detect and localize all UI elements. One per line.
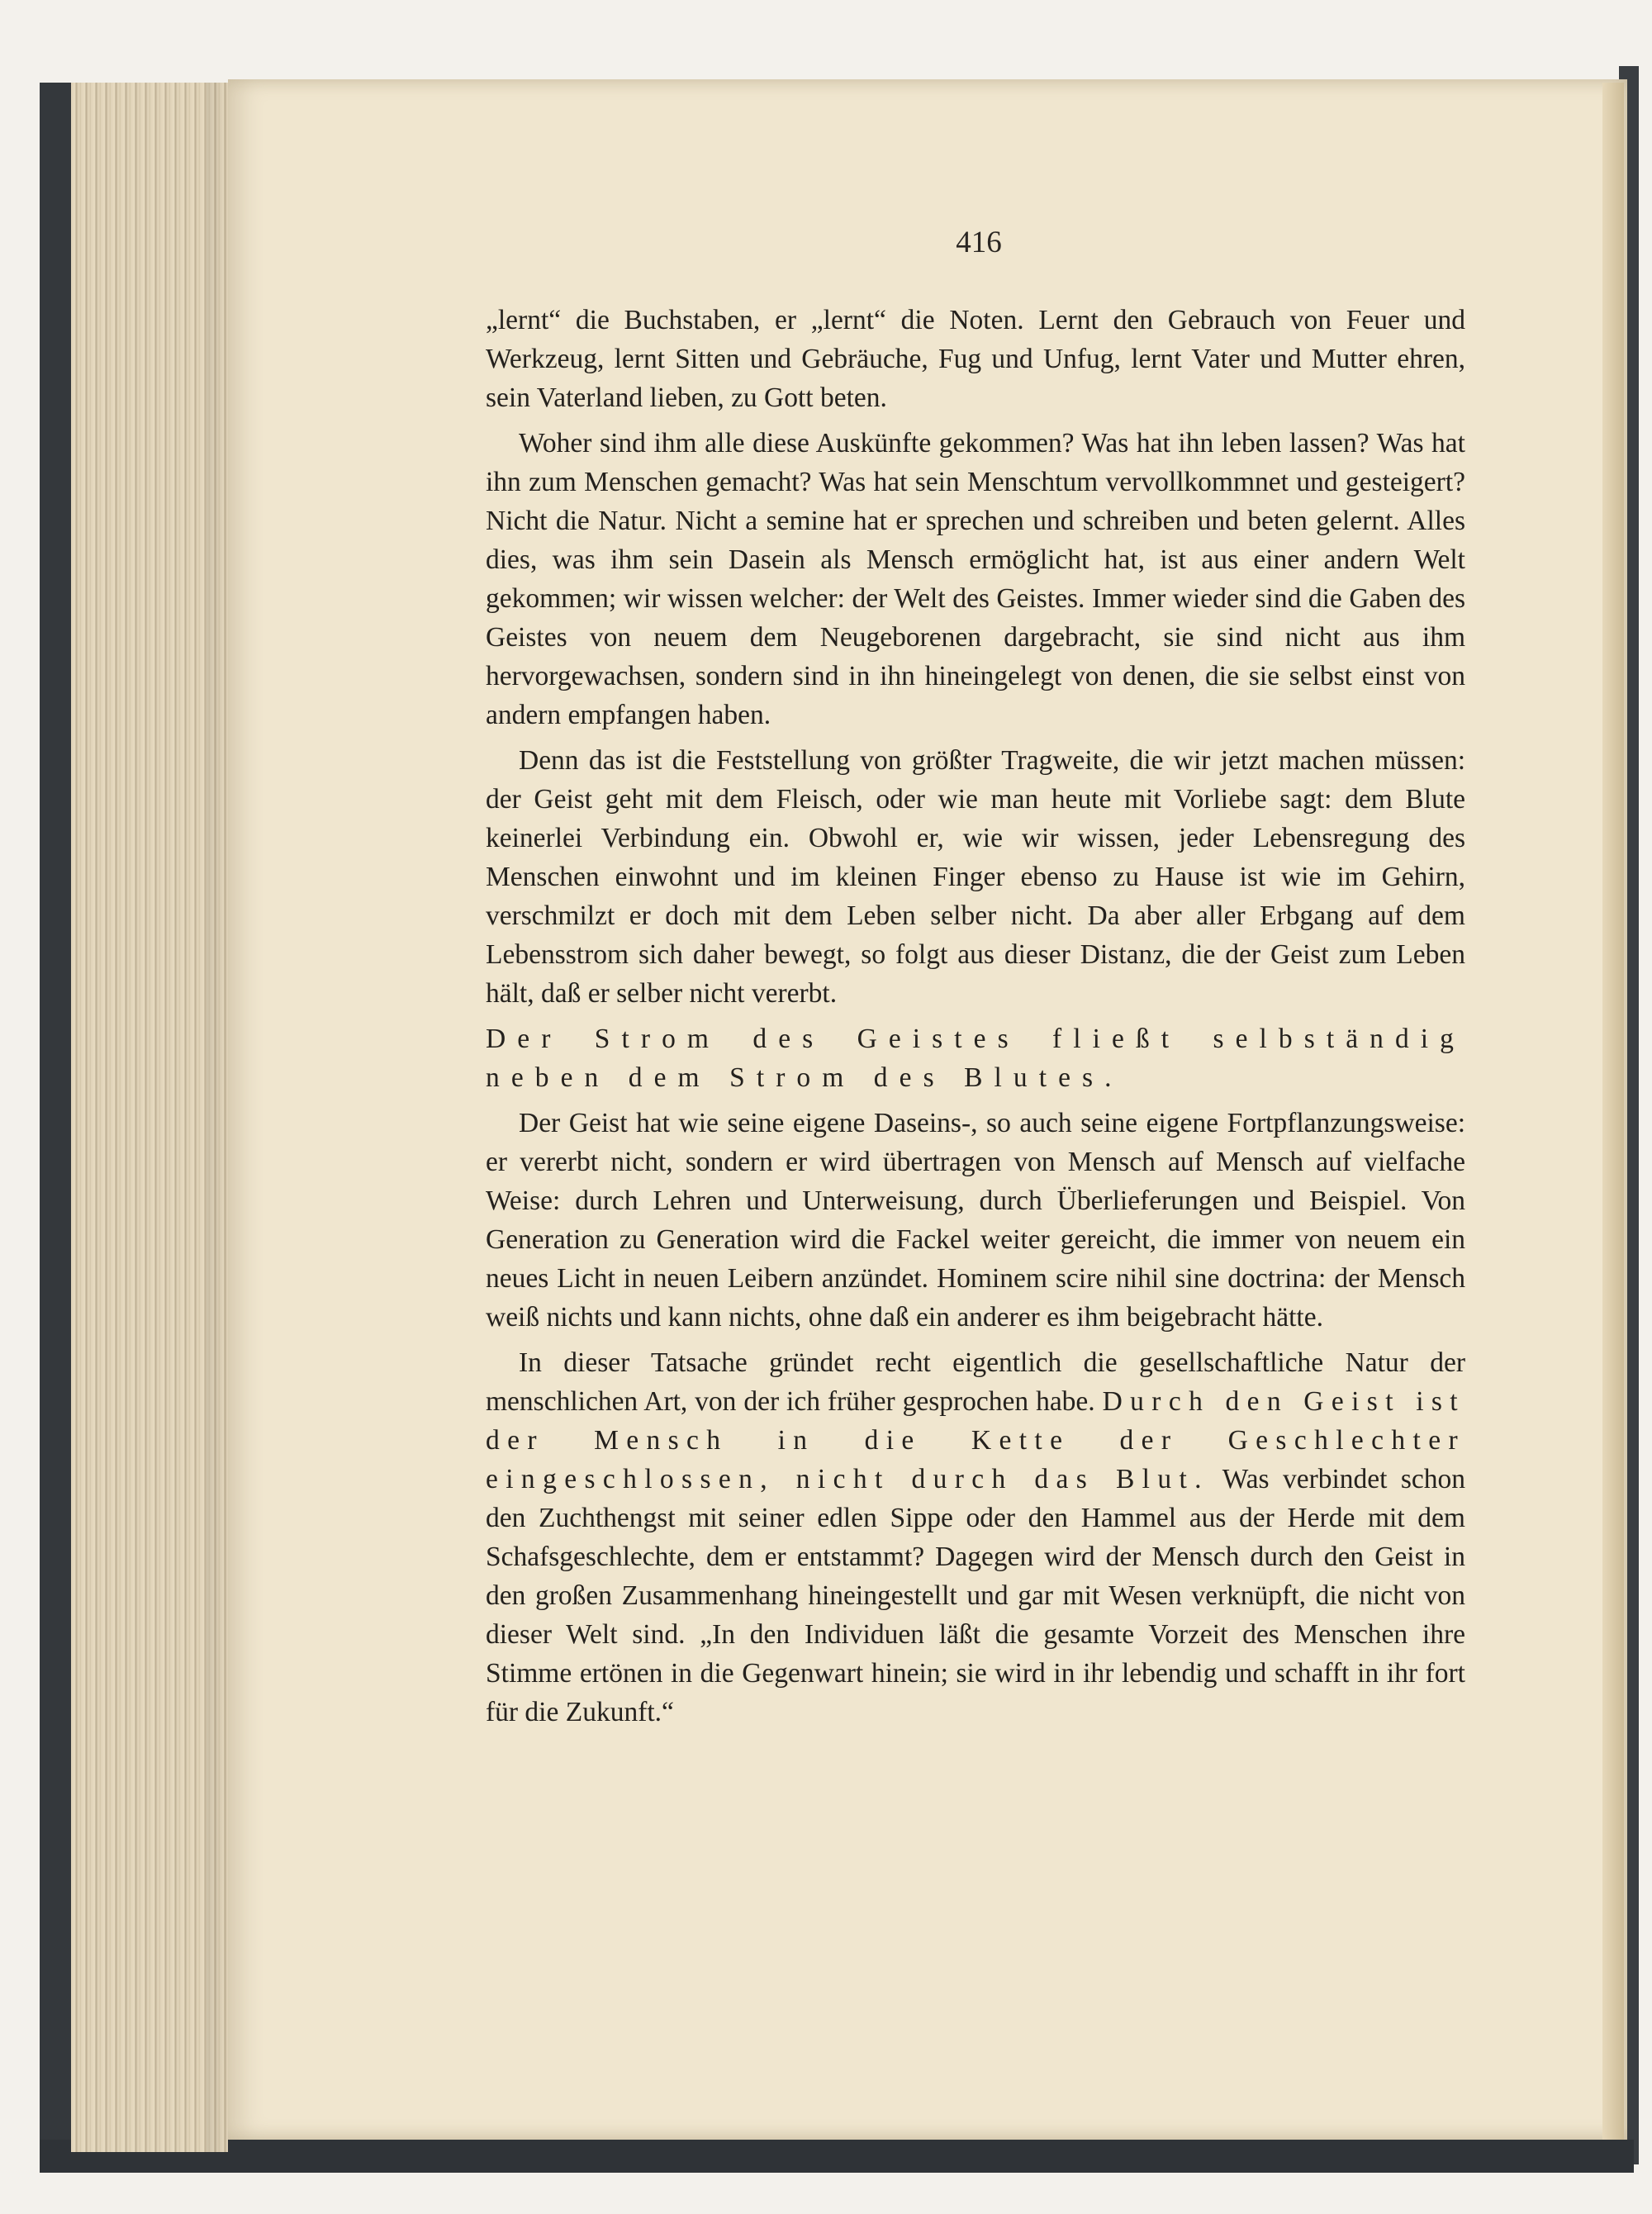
paragraph-6-text-before: In dieser Tatsache gründet recht eigentlich die gesellschaftliche Natur der menschlichen Art, von der ich früher gesprochen habe. [486, 1347, 1465, 1417]
paragraph-1: „lernt“ die Buchstaben, er „lernt“ die Noten. Lernt den Gebrauch von Feuer und Werkzeug, lernt Sitten und Gebräuche, Fug und Unfug, lernt Vater und Mutter ehren, sein Vaterland lieben, zu Gott beten. [486, 305, 1465, 413]
paragraph-6 [486, 1343, 1465, 1732]
page-right-edge [1602, 83, 1624, 2140]
paragraph-6-text-after: Was verbindet schon den Zuchthengst mit seiner edlen Sippe oder den Hammel aus der Herde mit dem Schafsgeschlechte, dem er entstammt? Dagegen wird der Mensch durch den Geist in den großen Zusammenhang hineingestellt und gar mit Wesen verknüpft, die nicht von dieser Welt sind. „In den Individuen läßt die gesamte Vorzeit des Menschen ihre Stimme ertönen in die Gegenwart hinein; sie wird in ihr lebendig und schafft in ihr fort für die Zukunft.“ [486, 1464, 1465, 1727]
gutter-shadow [206, 83, 231, 2152]
paragraph-3: Denn das ist die Feststellung von größter Tragweite, die wir jetzt machen müssen: der Geist geht mit dem Fleisch, oder wie man heute mit Vorliebe sagt: dem Blute keinerlei Verbindung ein. Obwohl er, wie wir wissen, jeder Lebensregung des Menschen einwohnt und im kleinen Finger ebenso zu Hause ist wie im Gehirn, verschmilzt er doch mit dem Leben selber nicht. Da aber aller Erbgang auf dem Lebensstrom sich daher bewegt, so folgt aus dieser Distanz, die der Geist zum Leben hält, daß er selber nicht vererbt. [486, 745, 1465, 1009]
paragraph-4-emphasis: Der Strom des Geistes fließt selbständig neben dem Strom des Blutes. [486, 1024, 1465, 1093]
paragraph-6-emphasis: Durch den Geist ist der Mensch in die Kette der Geschlechter eingeschlossen, nicht durch das Blut. [486, 1386, 1465, 1494]
book-cover-bottom [40, 2140, 1634, 2173]
page-body [486, 301, 1465, 1738]
page-number: 416 [956, 226, 1002, 259]
page-stack-edges [71, 83, 228, 2152]
paragraph-2: Woher sind ihm alle diese Auskünfte gekommen? Was hat ihn leben lassen? Was hat ihn zum Menschen gemacht? Was hat sein Menschtum vervollkommnet und gesteigert? Nicht die Natur. Nicht a semine hat er sprechen und schreiben und beten gelernt. Alles dies, was ihm sein Dasein als Mensch ermöglicht hat, ist aus einer andern Welt gekommen; wir wissen welcher: der Welt des Geistes. Immer wieder sind die Gaben des Geistes von neuem dem Neugeborenen dargebracht, sie sind nicht aus ihm hervorgewachsen, sondern sind in ihn hineingelegt von denen, die sie selbst einst von andern empfangen haben. [486, 428, 1465, 730]
paragraph-5: Der Geist hat wie seine eigene Daseins-, so auch seine eigene Fortpflanzungsweise: er vererbt nicht, sondern er wird übertragen von Mensch auf Mensch auf vielfache Weise: durch Lehren und Unterweisung, durch Überlieferungen und Beispiel. Von Generation zu Generation wird die Fackel weiter gereicht, die immer von neuem ein neues Licht in neuen Leibern anzündet. Hominem scire nihil sine doctrina: der Mensch weiß nichts und kann nichts, ohne daß ein anderer es ihm beigebracht hätte. [486, 1108, 1465, 1333]
